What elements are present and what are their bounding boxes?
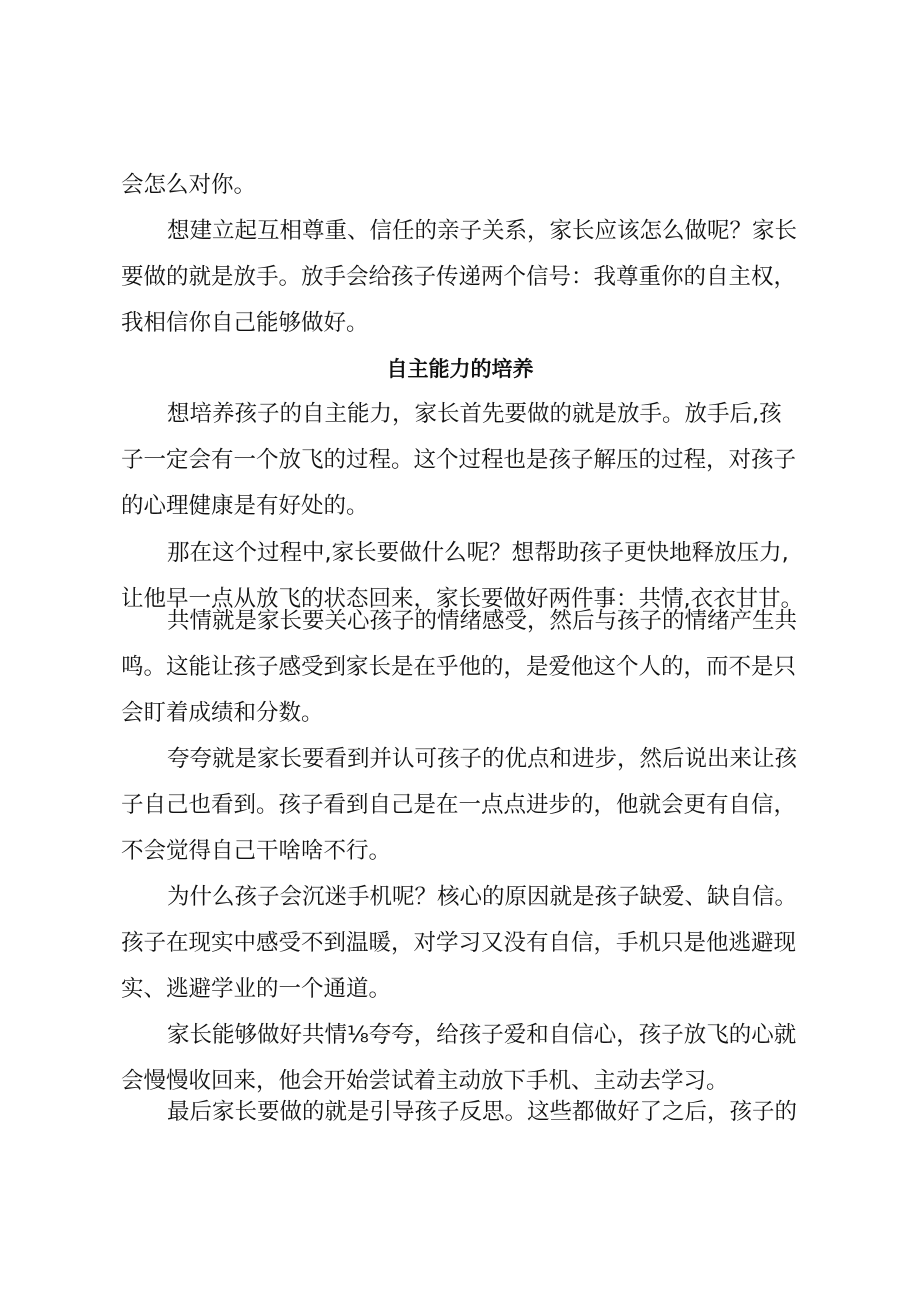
section-heading: 自主能力的培养 bbox=[386, 357, 534, 381]
text-line: 的心理健康是有好处的。 bbox=[121, 493, 369, 519]
text-line: 共情就是家长要关心孩子的情绪感受，然后与孩子的情绪产生共 bbox=[167, 608, 798, 634]
text-line: 要做的就是放手。放手会给孩子传递两个信号：我尊重你的自主权， bbox=[121, 264, 797, 290]
text-line: 鸣。这能让孩子感受到家长是在乎他的，是爱他这个人的，而不是只 bbox=[121, 654, 797, 680]
text-line: 不会觉得自己干啥啥不行。 bbox=[121, 838, 392, 864]
text-line: 想培养孩子的自主能力，家长首先要做的就是放手。放手后,孩 bbox=[167, 401, 782, 427]
paragraph-reflection bbox=[121, 1089, 821, 1135]
text-line: 让他早一点从放飞的状态回来，家长要做好两件事：共情,衣衣甘甘。 bbox=[121, 586, 804, 612]
text-line: 子自己也看到。孩子看到自己是在一点点进步的，他就会更有自信， bbox=[121, 792, 797, 818]
text-line: 那在这个过程中,家长要做什么呢？想帮助孩子更快地释放压力, bbox=[167, 540, 789, 566]
text-line: 家长能够做好共情⅛夸夸，给孩子爱和自信心，孩子放飞的心就 bbox=[167, 1022, 797, 1048]
text-line: 为什么孩子会沉迷手机呢？核心的原因就是孩子缺爱、缺自信。 bbox=[167, 884, 798, 910]
text-line: 会盯着成绩和分数。 bbox=[121, 700, 324, 726]
paragraph-autonomy bbox=[121, 391, 821, 529]
paragraph-phone-addiction bbox=[121, 874, 821, 1012]
text-line: 子一定会有一个放飞的过程。这个过程也是孩子解压的过程，对孩子 bbox=[121, 447, 797, 473]
text-line: 孩子在现实中感受不到温暖，对学习又没有自信，手机只是他逃避现 bbox=[121, 930, 797, 956]
text-line: 夸夸就是家长要看到并认可孩子的优点和进步，然后说出来让孩 bbox=[167, 746, 798, 772]
text-line: 最后家长要做的就是引导孩子反思。这些都做好了之后，孩子的 bbox=[167, 1099, 798, 1125]
paragraph-intro-tail bbox=[121, 162, 821, 208]
text-line: 我相信你自己能够做好。 bbox=[121, 310, 369, 336]
text-line: 实、逃避学业的一个通道。 bbox=[121, 976, 392, 1002]
text-line: 会慢慢收回来，他会开始尝试着主动放下手机、主动去学习。 bbox=[121, 1068, 729, 1094]
paragraph-praise bbox=[121, 736, 821, 874]
paragraph-empathy bbox=[121, 598, 821, 736]
paragraph-parent-child-relationship bbox=[121, 208, 821, 346]
text-line: 想建立起互相尊重、信任的亲子关系，家长应该怎么做呢？家长 bbox=[167, 218, 798, 244]
text-line: 会怎么对你。 bbox=[121, 172, 257, 198]
